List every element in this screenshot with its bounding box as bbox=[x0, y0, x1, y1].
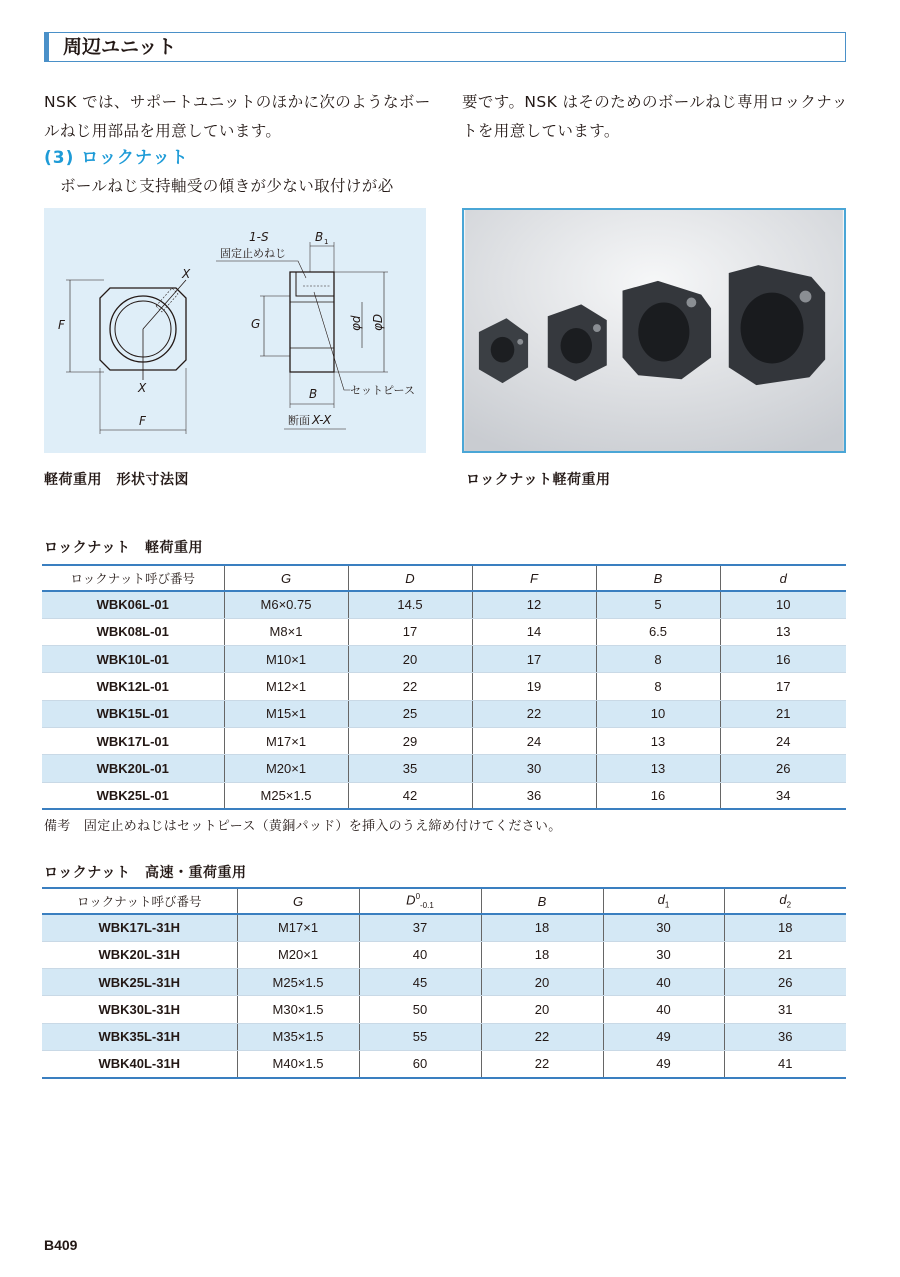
table-cell: 36 bbox=[472, 782, 596, 809]
caption-diagram: 軽荷重用 形状寸法図 bbox=[44, 472, 189, 488]
table-cell-model: WBK25L-31H bbox=[42, 969, 237, 996]
table-row bbox=[42, 591, 846, 618]
dimension-diagram bbox=[44, 208, 426, 453]
table-cell: 26 bbox=[724, 969, 846, 996]
table-cell-model: WBK35L-31H bbox=[42, 1023, 237, 1050]
dimension-diagram-svg bbox=[44, 208, 426, 453]
table-cell: M8×1 bbox=[224, 618, 348, 645]
table-row bbox=[42, 727, 846, 754]
col-header-d2-sub: 2 bbox=[786, 900, 792, 910]
table-cell: 40 bbox=[603, 969, 724, 996]
table-cell: 40 bbox=[603, 996, 724, 1023]
table-cell: 18 bbox=[724, 914, 846, 941]
table-cell-model: WBK20L-01 bbox=[42, 755, 224, 782]
label-setscrew: 固定止めねじ bbox=[220, 247, 286, 260]
leader-setscrew bbox=[216, 261, 306, 278]
table-cell: 30 bbox=[603, 914, 724, 941]
table2-title: ロックナット 高速・重荷重用 bbox=[44, 865, 247, 881]
label-1s: 1-S bbox=[249, 230, 269, 244]
table-cell: 21 bbox=[724, 941, 846, 968]
table-cell: 22 bbox=[348, 673, 472, 700]
table-cell: 14.5 bbox=[348, 591, 472, 618]
table-cell: 17 bbox=[472, 646, 596, 673]
table-cell: M6×0.75 bbox=[224, 591, 348, 618]
table-cell: 16 bbox=[596, 782, 720, 809]
table-cell-model: WBK06L-01 bbox=[42, 591, 224, 618]
table-cell: 16 bbox=[720, 646, 846, 673]
locknut-heavy-load-table bbox=[42, 887, 846, 1079]
table-header-row bbox=[42, 888, 846, 914]
table-row bbox=[42, 673, 846, 700]
caption-photo: ロックナット軽荷重用 bbox=[466, 472, 611, 488]
table-cell: 41 bbox=[724, 1050, 846, 1077]
table-cell-model: WBK10L-01 bbox=[42, 646, 224, 673]
table-cell: M20×1 bbox=[237, 941, 359, 968]
table-cell-model: WBK30L-31H bbox=[42, 996, 237, 1023]
table-header-row bbox=[42, 565, 846, 591]
table-cell: 8 bbox=[596, 673, 720, 700]
table-cell-model: WBK15L-01 bbox=[42, 700, 224, 727]
table-row bbox=[42, 1023, 846, 1050]
table-cell: 34 bbox=[720, 782, 846, 809]
label-x-bottom: X bbox=[138, 381, 147, 395]
table-cell: 20 bbox=[481, 969, 603, 996]
table-cell-model: WBK17L-01 bbox=[42, 727, 224, 754]
leader-setpiece bbox=[314, 292, 350, 390]
table-row bbox=[42, 1050, 846, 1077]
label-setpiece: セットピース bbox=[350, 384, 416, 397]
table-cell: M40×1.5 bbox=[237, 1050, 359, 1077]
table1-title: ロックナット 軽荷重用 bbox=[44, 540, 203, 556]
table-cell: 20 bbox=[348, 646, 472, 673]
table-cell: M17×1 bbox=[224, 727, 348, 754]
table-row bbox=[42, 782, 846, 809]
section-title: 周辺ユニット bbox=[44, 32, 846, 62]
table-cell: 29 bbox=[348, 727, 472, 754]
locknut-photo bbox=[462, 208, 846, 453]
label-phi-d: φd bbox=[349, 315, 363, 331]
table-cell: 45 bbox=[359, 969, 481, 996]
table-cell: 5 bbox=[596, 591, 720, 618]
table-cell: 35 bbox=[348, 755, 472, 782]
intro-left-paragraph: NSK では、サポートユニットのほかに次のようなボールねじ用部品を用意しています。 bbox=[44, 93, 431, 140]
table-cell: 30 bbox=[472, 755, 596, 782]
table1-note: 備考 固定止めねじはセットピース（黄銅パッド）を挿入のうえ締め付けてください。 bbox=[44, 819, 562, 834]
table-cell: 10 bbox=[720, 591, 846, 618]
col-header-g: G bbox=[237, 888, 359, 914]
table-cell-model: WBK12L-01 bbox=[42, 673, 224, 700]
table-row bbox=[42, 996, 846, 1023]
col-header-d1-sub: 1 bbox=[664, 900, 670, 910]
col-header-model: ロックナット呼び番号 bbox=[42, 565, 224, 591]
table-cell-model: WBK20L-31H bbox=[42, 941, 237, 968]
col-header-d-label: D bbox=[406, 892, 416, 908]
col-header-d2 bbox=[724, 888, 846, 914]
table-cell: 49 bbox=[603, 1050, 724, 1077]
label-b1: B bbox=[315, 230, 324, 244]
table-cell-model: WBK40L-31H bbox=[42, 1050, 237, 1077]
table-cell: 49 bbox=[603, 1023, 724, 1050]
locknut-photo-svg bbox=[464, 210, 844, 451]
locknut-medium bbox=[548, 304, 607, 381]
col-header-d-inner: d bbox=[720, 565, 846, 591]
table-cell: 18 bbox=[481, 914, 603, 941]
table-row bbox=[42, 755, 846, 782]
locknut-light-load-table bbox=[42, 564, 846, 810]
table-cell: 40 bbox=[359, 941, 481, 968]
label-x-top: X bbox=[182, 267, 191, 281]
table-cell: 60 bbox=[359, 1050, 481, 1077]
table-cell: 26 bbox=[720, 755, 846, 782]
table-row bbox=[42, 969, 846, 996]
table-cell: 17 bbox=[348, 618, 472, 645]
table-cell: 25 bbox=[348, 700, 472, 727]
col-header-g: G bbox=[224, 565, 348, 591]
table-cell: 6.5 bbox=[596, 618, 720, 645]
col-header-d-tolerance bbox=[359, 888, 481, 914]
table-cell: 13 bbox=[596, 755, 720, 782]
col-header-d-tol-upper: 0 bbox=[415, 892, 421, 902]
table-cell: 42 bbox=[348, 782, 472, 809]
table-cell: 36 bbox=[724, 1023, 846, 1050]
table-cell: 22 bbox=[481, 1023, 603, 1050]
table-row bbox=[42, 618, 846, 645]
table-cell: 24 bbox=[720, 727, 846, 754]
table-cell: 10 bbox=[596, 700, 720, 727]
table-row bbox=[42, 646, 846, 673]
table-cell: 30 bbox=[603, 941, 724, 968]
table-cell: 13 bbox=[596, 727, 720, 754]
table-cell-model: WBK08L-01 bbox=[42, 618, 224, 645]
table-cell: 8 bbox=[596, 646, 720, 673]
table-row bbox=[42, 941, 846, 968]
table-cell: M12×1 bbox=[224, 673, 348, 700]
table-cell: 55 bbox=[359, 1023, 481, 1050]
table-cell: 24 bbox=[472, 727, 596, 754]
table-cell: M35×1.5 bbox=[237, 1023, 359, 1050]
intro-indent-paragraph: ボールねじ支持軸受の傾きが少ない取付けが必 bbox=[60, 177, 394, 195]
table-cell: 17 bbox=[720, 673, 846, 700]
table-cell: M25×1.5 bbox=[224, 782, 348, 809]
label-f-side: F bbox=[58, 318, 65, 332]
col-header-d1-label: d bbox=[657, 892, 665, 908]
col-header-model: ロックナット呼び番号 bbox=[42, 888, 237, 914]
table-cell: 13 bbox=[720, 618, 846, 645]
label-phi-D: φD bbox=[371, 313, 385, 331]
col-header-b: B bbox=[596, 565, 720, 591]
subhead-locknut: (3) ロックナット bbox=[44, 148, 189, 168]
label-b: B bbox=[309, 387, 318, 401]
table-cell: 31 bbox=[724, 996, 846, 1023]
col-header-d1 bbox=[603, 888, 724, 914]
table-cell: 22 bbox=[481, 1050, 603, 1077]
label-section: 断面 bbox=[288, 414, 310, 427]
table-cell: M30×1.5 bbox=[237, 996, 359, 1023]
label-f-bottom: F bbox=[139, 414, 146, 428]
table-cell: 18 bbox=[481, 941, 603, 968]
table-cell: 21 bbox=[720, 700, 846, 727]
nut-section-outline bbox=[290, 272, 334, 372]
table-row bbox=[42, 914, 846, 941]
table-cell: M10×1 bbox=[224, 646, 348, 673]
col-header-d-outer: D bbox=[348, 565, 472, 591]
locknut-large bbox=[623, 281, 712, 379]
table-cell-model: WBK25L-01 bbox=[42, 782, 224, 809]
table-cell: 12 bbox=[472, 591, 596, 618]
table-cell: 19 bbox=[472, 673, 596, 700]
label-g: G bbox=[251, 317, 261, 331]
col-header-d2-label: d bbox=[779, 892, 787, 908]
table-cell-model: WBK17L-31H bbox=[42, 914, 237, 941]
table-cell: 22 bbox=[472, 700, 596, 727]
table-cell: 14 bbox=[472, 618, 596, 645]
col-header-b: B bbox=[481, 888, 603, 914]
label-b1-sub: 1 bbox=[324, 238, 329, 246]
intro-right-paragraph: 要です。NSK はそのためのボールねじ専用ロックナットを用意しています。 bbox=[462, 93, 848, 140]
label-section-xx: X-X bbox=[312, 413, 332, 427]
set-screw-section bbox=[296, 272, 334, 296]
page-number: B409 bbox=[44, 1237, 78, 1253]
table-cell: M25×1.5 bbox=[237, 969, 359, 996]
table-cell: 50 bbox=[359, 996, 481, 1023]
col-header-f: F bbox=[472, 565, 596, 591]
table-cell: M20×1 bbox=[224, 755, 348, 782]
locknut-xlarge bbox=[729, 265, 825, 385]
col-header-d-tol-lower: -0.1 bbox=[420, 900, 434, 910]
table-cell: M17×1 bbox=[237, 914, 359, 941]
table-cell: 37 bbox=[359, 914, 481, 941]
table-row bbox=[42, 700, 846, 727]
table-cell: 20 bbox=[481, 996, 603, 1023]
table-cell: M15×1 bbox=[224, 700, 348, 727]
